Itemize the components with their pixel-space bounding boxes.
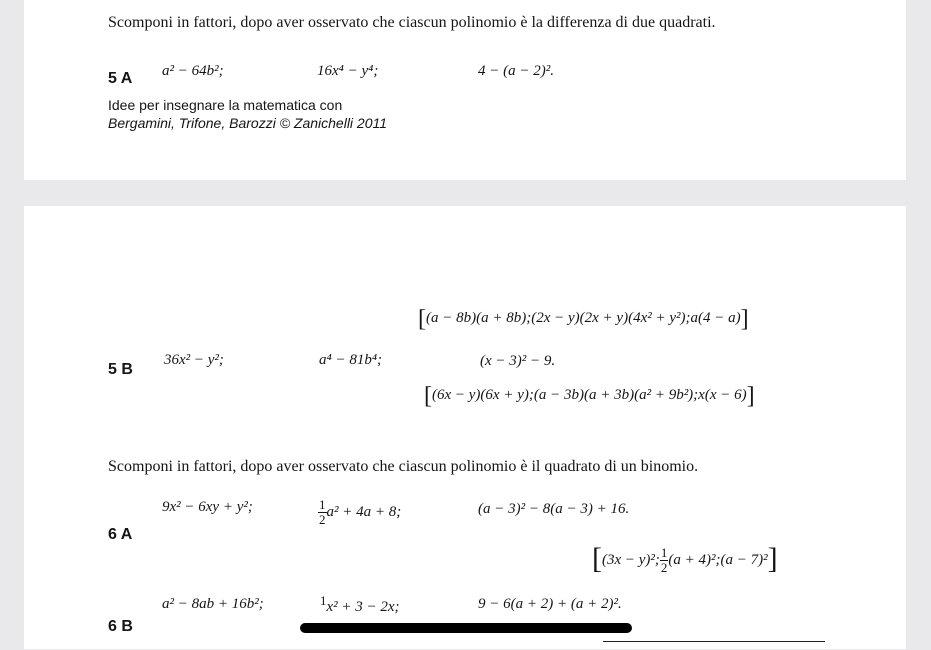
exercise-label-6b: 6 B [108, 618, 133, 635]
exercise-6b-item-1: a² − 8ab + 16b²; [162, 596, 264, 612]
redaction-bar [300, 623, 632, 633]
exercise-6a-item-1: 9x² − 6xy + y²; [162, 499, 253, 515]
source-credit-line-2: Bergamini, Trifone, Barozzi © Zanichelli 2011 [108, 115, 388, 131]
exercise-6b-item-3: 9 − 6(a + 2) + (a + 2)². [478, 596, 622, 612]
fraction-numerator: 1 [319, 497, 326, 512]
exercise-label-6a: 6 A [108, 526, 133, 543]
fraction-numerator: 1 [320, 593, 327, 608]
exercise-6a-item-3: (a − 3)² − 8(a − 3) + 16. [478, 501, 630, 517]
answer-5b [424, 383, 755, 410]
answer-6a-close-bracket: ] [767, 542, 778, 575]
fraction-one-half [318, 498, 327, 527]
answer-6a-part-1: (3x − y)²; [602, 552, 660, 568]
page-card-bottom [24, 206, 906, 649]
answer-6a [592, 542, 778, 576]
answer-5a-text: (a − 8b)(a + 8b);(2x − y)(2x + y)(4x² + y²);a(4 − a) [426, 310, 741, 326]
exercise-5b-item-3: (x − 3)² − 9. [480, 353, 556, 369]
answer-5a-close-bracket: ] [740, 306, 749, 332]
exercise-5a-item-2: 16x⁴ − y⁴; [317, 63, 379, 79]
source-credit-line-1: Idee per insegnare la matematica con [108, 97, 343, 113]
exercise-5a-item-1: a² − 64b²; [162, 63, 224, 79]
answer-5b-close-bracket: ] [746, 383, 755, 409]
exercise-6a-item-2-rest: a² + 4a + 8; [326, 503, 402, 520]
answer-5b-text: (6x − y)(6x + y);(a − 3b)(a + 3b)(a² + 9b²);x(x − 6) [432, 387, 747, 403]
answer-5a-open-bracket: [ [418, 306, 426, 332]
answer-5a [418, 306, 749, 333]
exercise-label-5a: 5 A [108, 70, 133, 87]
exercise-5b-item-1: 36x² − y²; [164, 352, 224, 368]
exercise-5b-item-2: a⁴ − 81b⁴; [319, 352, 383, 368]
exercise-6b-item-2-rest: x² + 3 − 2x; [326, 599, 400, 615]
answer-6a-part-2: (a + 4)²;(a − 7)² [668, 552, 768, 568]
fraction-denominator: 2 [319, 512, 326, 527]
exercise-label-5b: 5 B [108, 361, 133, 378]
instruction-square-of-binomial: Scomponi in fattori, dopo aver osservato che ciascun polinomio è il quadrato di un binomio. [108, 458, 699, 475]
answer-5b-open-bracket: [ [424, 383, 432, 409]
fraction-denominator: 2 [660, 560, 668, 576]
fraction-numerator: 1 [660, 545, 668, 561]
instruction-difference-of-squares: Scomponi in fattori, dopo aver osservato che ciascun polinomio è la differenza di due quadrati. [108, 14, 716, 31]
answer-6a-open-bracket: [ [592, 542, 602, 575]
exercise-6b-item-2 [320, 593, 400, 616]
exercise-6a-item-2 [318, 498, 401, 527]
exercise-5a-item-3: 4 − (a − 2)². [478, 63, 554, 79]
